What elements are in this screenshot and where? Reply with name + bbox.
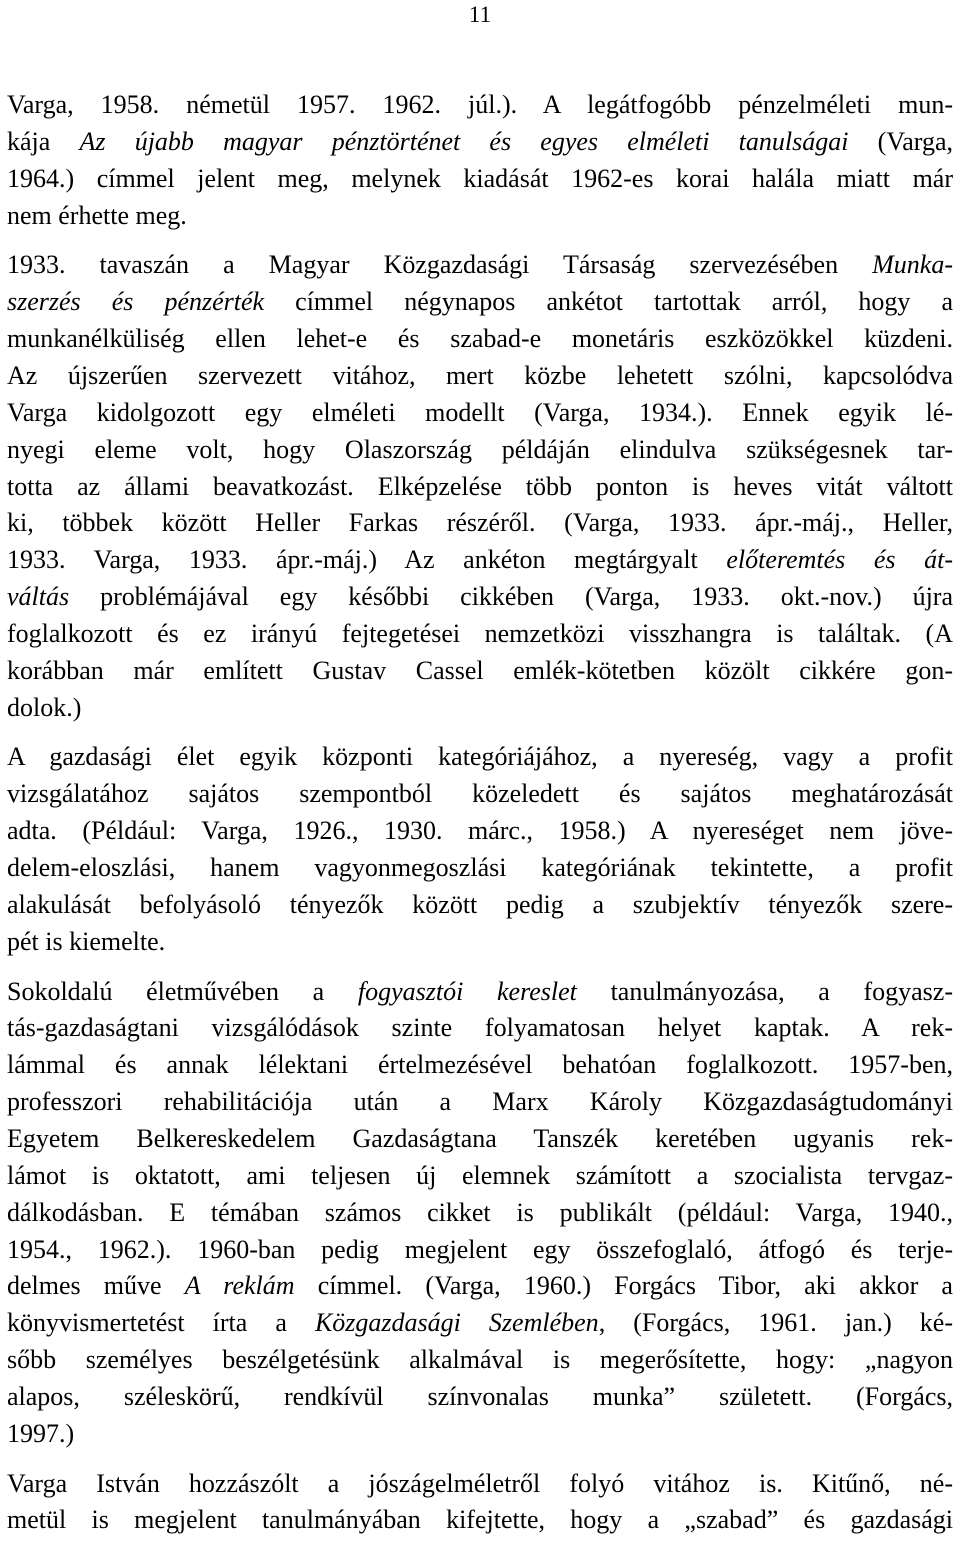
text-span: könyvismertetést írta a bbox=[7, 1308, 315, 1338]
text-span: adta. (Például: Varga, 1926., 1930. márc., 1958.) A nyereséget nem jöve- bbox=[7, 816, 953, 846]
italic-text: fogyasztói kereslet bbox=[357, 976, 577, 1006]
text-span: korábban már említett Gustav Cassel emlék-kötetben közölt cikkére gon- bbox=[7, 655, 953, 685]
text-span: kája bbox=[7, 126, 80, 156]
text-span: totta az állami beavatkozást. Elképzelése több ponton is heves vitát váltott bbox=[7, 471, 953, 501]
text-span: professzori rehabilitációja után a Marx Károly Közgazdaságtudományi bbox=[7, 1087, 953, 1117]
text-span: alapos, széleskörű, rendkívül színvonalas munka” született. (Forgács, bbox=[7, 1381, 953, 1411]
text-line bbox=[7, 1416, 953, 1452]
text-line bbox=[7, 1195, 953, 1231]
text-line bbox=[7, 1342, 953, 1378]
text-line bbox=[7, 1466, 953, 1502]
text-span: 1933. tavaszán a Magyar Közgazdasági Társaság szervezésében bbox=[7, 250, 873, 280]
text-line bbox=[7, 1121, 953, 1157]
text-span: foglalkozott és ez irányú fejtegetései nemzetközi visszhangra is találtak. (A bbox=[7, 618, 953, 648]
text-line bbox=[7, 1268, 953, 1304]
text-span: nyegi eleme volt, hogy Olaszország példáján elindulva szükségesnek tar- bbox=[7, 434, 953, 464]
italic-text: Közgazdasági Szemlében bbox=[314, 1308, 599, 1338]
text-line bbox=[7, 887, 953, 923]
italic-text: Az újabb magyar pénztörténet és egyes elméleti tanulságai bbox=[79, 126, 849, 156]
text-line bbox=[7, 1379, 953, 1415]
text-span: delem-eloszlási, hanem vagyonmegoszlási kategóriának tekintette, a profit bbox=[7, 853, 953, 882]
text-span: 1964.) címmel jelent meg, melynek kiadását 1962-es korai halála miatt már bbox=[7, 163, 953, 193]
text-span: lámmal és annak lélektani értelmezésével behatóan foglalkozott. 1957-ben, bbox=[7, 1050, 953, 1080]
text-line bbox=[7, 542, 953, 578]
italic-text: Munka- bbox=[872, 250, 953, 280]
text-span: dálkodásban. E témában számos cikket is publikált (például: Varga, 1940., bbox=[7, 1197, 953, 1227]
italic-text: váltás bbox=[7, 582, 70, 612]
text-span: Sokoldalú életművében a bbox=[7, 976, 358, 1006]
text-span: Varga, 1958. németül 1957. 1962. júl.). A legátfogóbb pénzelméleti mun- bbox=[7, 90, 953, 119]
text-line bbox=[7, 198, 953, 234]
text-span: munkanélküliség ellen lehet-e és szabad-e monetáris eszközökkel küzdeni. bbox=[7, 324, 953, 354]
text-span: tanulmányozása, a fogyasz- bbox=[576, 976, 953, 1006]
text-line bbox=[7, 776, 953, 812]
text-line bbox=[7, 87, 953, 123]
text-line bbox=[7, 616, 953, 652]
text-line bbox=[7, 974, 953, 1010]
text-line bbox=[7, 924, 953, 960]
text-span: dolok.) bbox=[7, 692, 82, 722]
text-span: 1997.) bbox=[7, 1418, 75, 1448]
text-span: metül is megjelent tanulmányában kifejtette, hogy a „szabad” és gazdasági bbox=[7, 1505, 953, 1535]
text-span: , (Forgács, 1961. jan.) ké- bbox=[598, 1308, 953, 1338]
text-span: Varga kidolgozott egy elméleti modellt (Varga, 1934.). Ennek egyik lé- bbox=[7, 397, 953, 427]
text-span: címmel négynapos ankétot tartottak arról, hogy a bbox=[264, 287, 954, 317]
text-span: problémájával egy későbbi cikkében (Varga, 1933. okt.-nov.) újra bbox=[69, 582, 953, 612]
text-span: lámot is oktatott, ami teljesen új elemnek számított a szocialista tervgaz- bbox=[7, 1160, 953, 1190]
page-number: 11 bbox=[468, 2, 492, 27]
text-span: A gazdasági élet egyik központi kategóriájához, a nyereség, vagy a profit bbox=[7, 742, 953, 772]
text-span: Egyetem Belkereskedelem Gazdaságtana Tanszék keretében ugyanis rek- bbox=[7, 1123, 953, 1153]
text-line bbox=[7, 505, 953, 541]
text-line bbox=[7, 1305, 953, 1341]
text-span: tás-gazdaságtani vizsgálódások szinte folyamatosan helyet kaptak. A rek- bbox=[7, 1013, 953, 1043]
text-line bbox=[7, 850, 953, 886]
text-span: (Varga, bbox=[848, 126, 953, 156]
italic-text: A reklám bbox=[184, 1271, 295, 1301]
text-line bbox=[7, 739, 953, 775]
text-line bbox=[7, 284, 953, 320]
text-line bbox=[7, 432, 953, 468]
text-line bbox=[7, 161, 953, 197]
text-line bbox=[7, 247, 953, 283]
text-line bbox=[7, 653, 953, 689]
text-span: nem érhette meg. bbox=[7, 200, 187, 230]
text-span: alakulását befolyásoló tényezők között pedig a szubjektív tényezők szere- bbox=[7, 889, 953, 919]
text-span: sőbb személyes beszélgetésünk alkalmával is megerősítette, hogy: „nagyon bbox=[7, 1345, 953, 1375]
italic-text: előteremtés és át- bbox=[726, 545, 953, 575]
text-line bbox=[7, 321, 953, 357]
text-line bbox=[7, 358, 953, 394]
text-line bbox=[7, 579, 953, 615]
text-line bbox=[7, 1084, 953, 1120]
text-span: Az újszerűen szervezett vitához, mert közbe lehetett szólni, kapcsolódva bbox=[7, 360, 953, 390]
text-line bbox=[7, 469, 953, 505]
text-line bbox=[7, 690, 953, 726]
text-line bbox=[7, 1047, 953, 1083]
text-span: Varga István hozzászólt a jószágelméletről folyó vitához is. Kitűnő, né- bbox=[7, 1468, 953, 1498]
italic-text: szerzés és pénzérték bbox=[7, 287, 265, 317]
text-line bbox=[7, 1158, 953, 1194]
text-line bbox=[7, 1502, 953, 1538]
text-span: delmes műve bbox=[7, 1271, 185, 1301]
text-line bbox=[7, 813, 953, 849]
text-span: 1933. Varga, 1933. ápr.-máj.) Az ankéton megtárgyalt bbox=[7, 545, 727, 575]
text-span: 1954., 1962.). 1960-ban pedig megjelent egy összefoglaló, átfogó és terje- bbox=[7, 1234, 953, 1264]
text-span: pét is kiemelte. bbox=[7, 926, 166, 956]
text-line bbox=[7, 1010, 953, 1046]
text-line bbox=[7, 1232, 953, 1268]
text-line bbox=[7, 395, 953, 431]
text-span: vizsgálatához sajátos szempontból közeledett és sajátos meghatározását bbox=[7, 779, 953, 809]
text-span: címmel. (Varga, 1960.) Forgács Tibor, aki akkor a bbox=[294, 1271, 953, 1301]
text-span: ki, többek között Heller Farkas részéről. (Varga, 1933. ápr.-máj., Heller, bbox=[7, 508, 953, 538]
text-line bbox=[7, 124, 953, 160]
